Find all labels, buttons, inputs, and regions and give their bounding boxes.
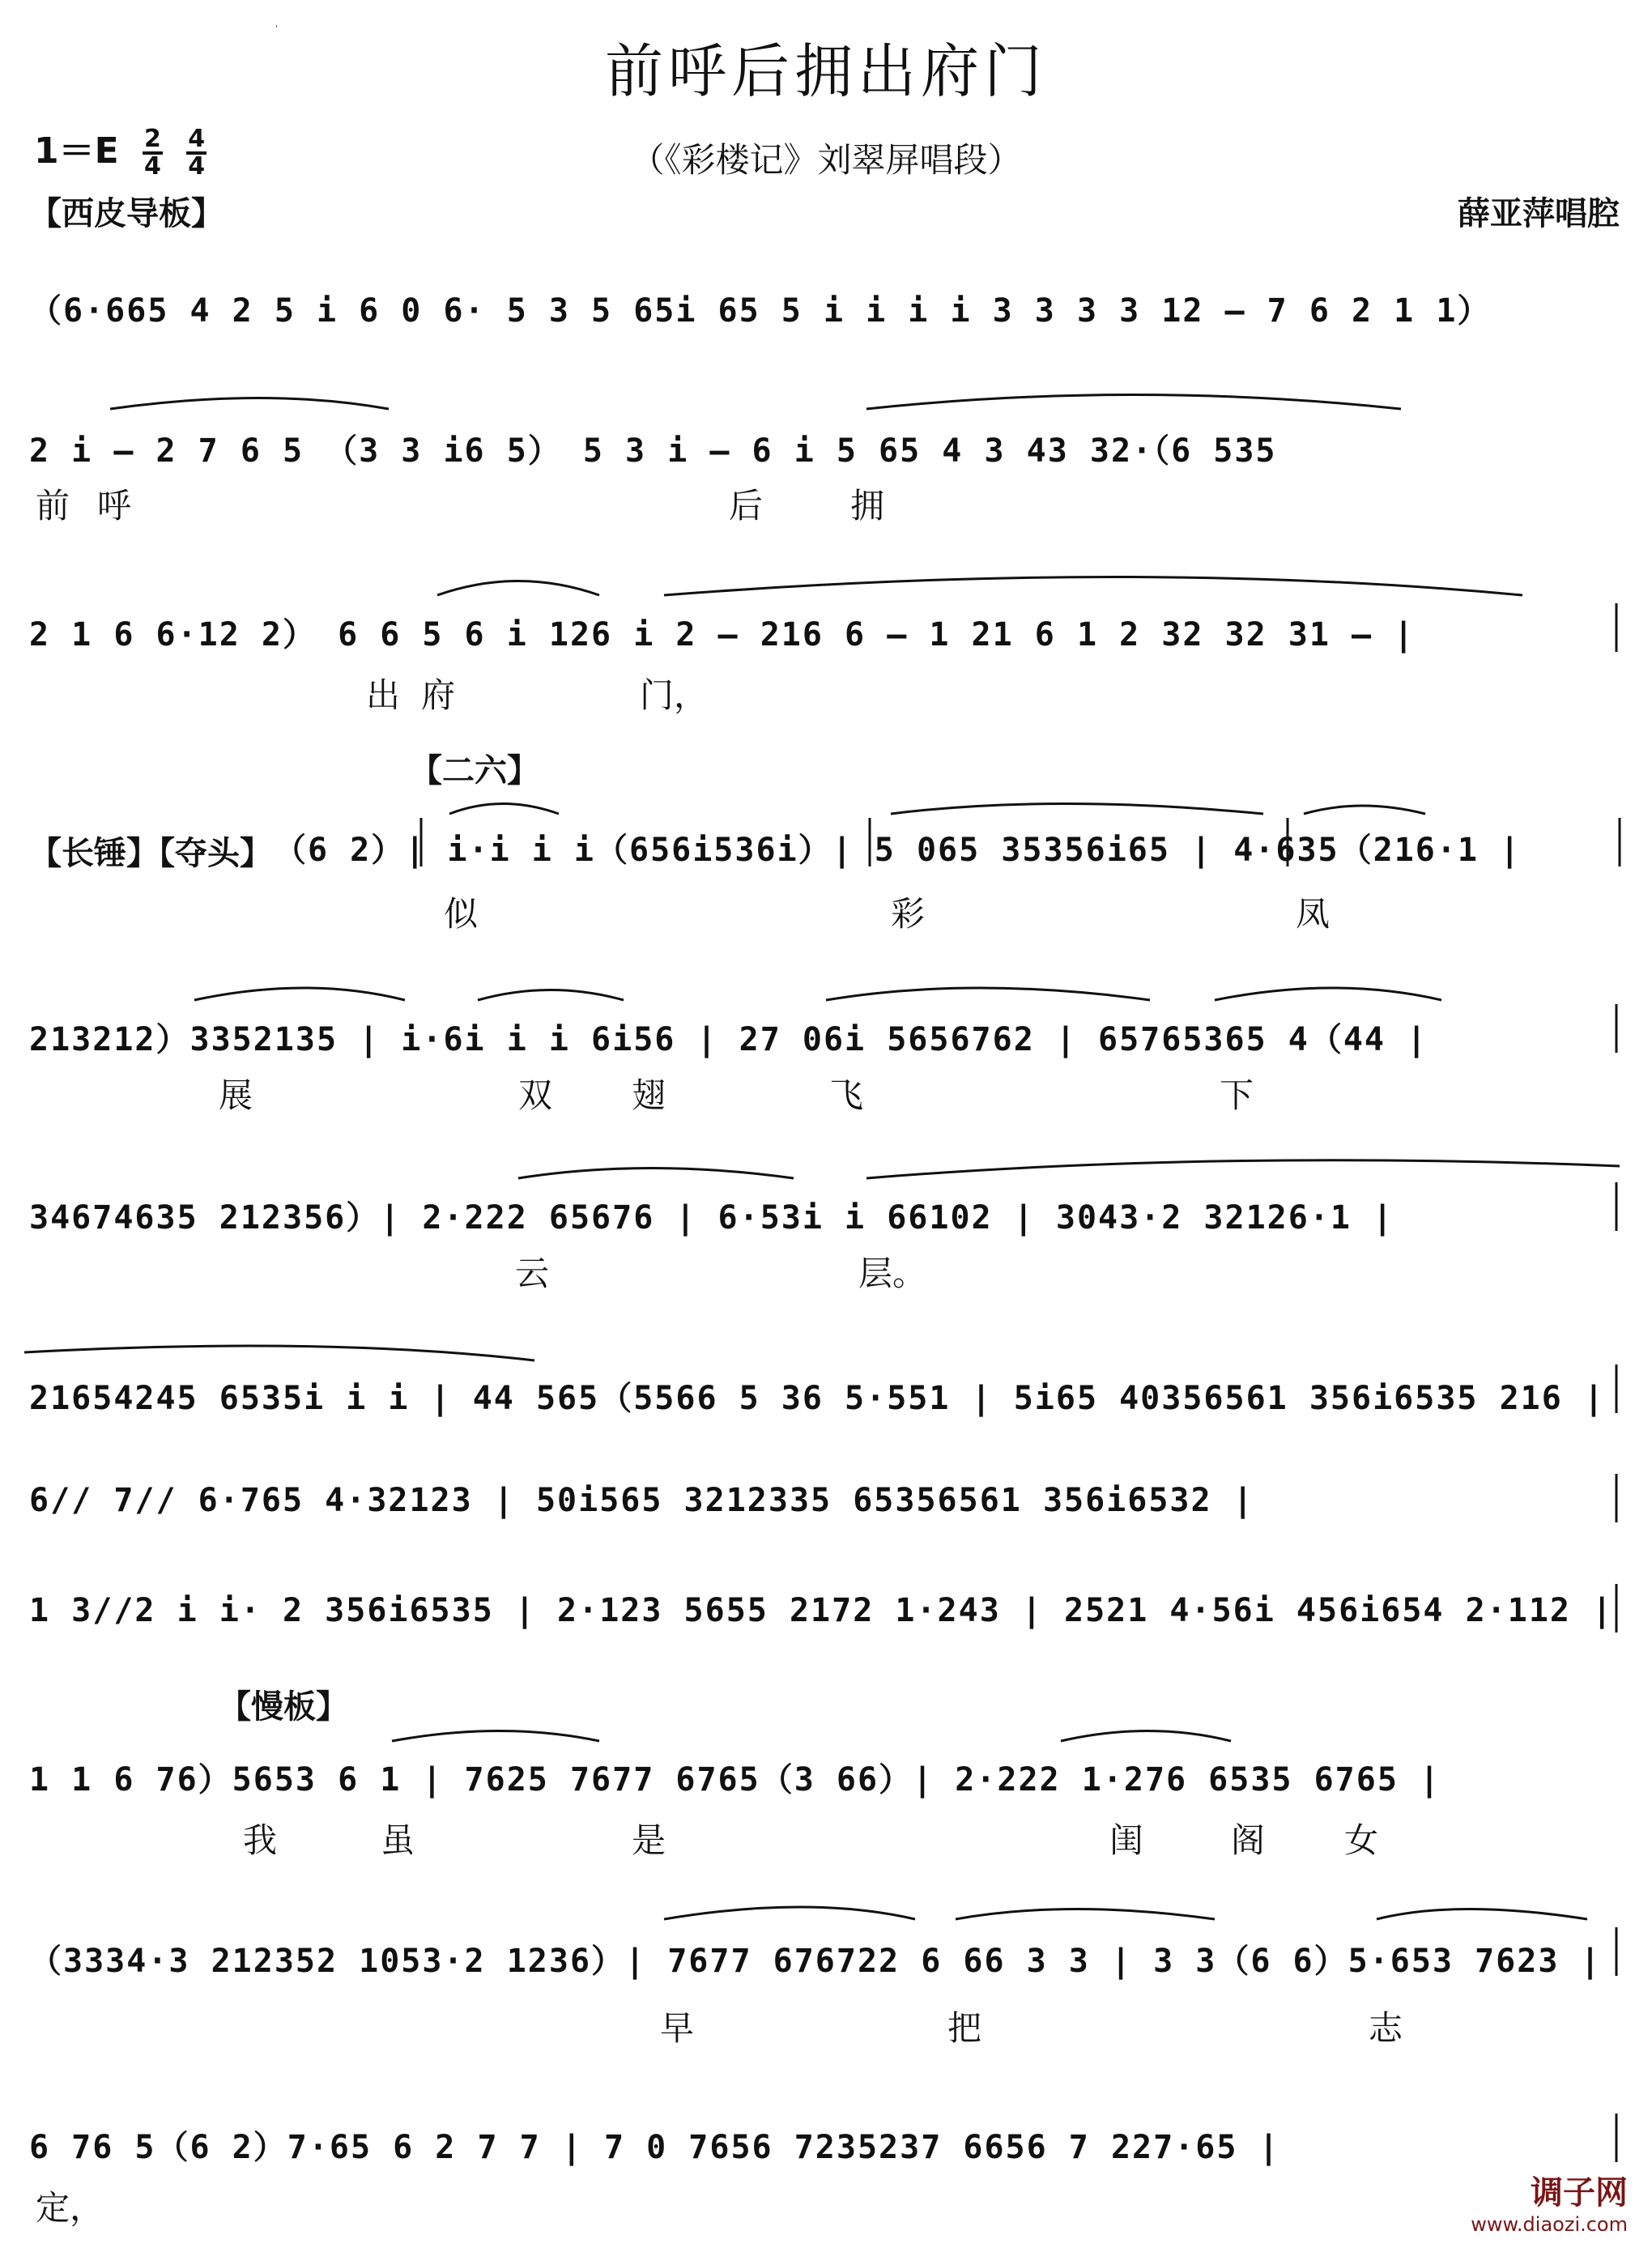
lyric: 我 [243,1820,278,1860]
corner-tick: ' [275,24,278,33]
lyric: 门， [640,675,709,715]
lyric: 女 [1344,1820,1379,1860]
meter-numerator: 4 [188,125,206,153]
lyric: 呼 [97,486,132,526]
lyric: 下 [1220,1075,1254,1115]
notation-line-6: 34674635 212356）| 2·222 65676 | 6·53i i 66102 | 3043·2 32126·1 | [29,1199,1394,1237]
lyric: 彩 [891,894,926,934]
notation-line-5: 213212）3352135 | i·6i i i 6i56 | 27 06i 5656762 | 65765365 4（44 | [29,1021,1428,1058]
notation-line-12: 6 76 5（6 2）7·65 6 2 7 7 | 7 0 7656 7235237 6656 7 227·65 | [29,2129,1280,2166]
score-title: 前呼后拥出府门 [604,37,1047,105]
lyric: 双 [518,1075,553,1115]
lyric: 出 [366,675,401,715]
watermark-url: www.diaozi.com [1471,2213,1628,2236]
notation-line-8: 6// 7// 6·765 4·32123 | 50i565 3212335 65356561 356i6532 | [29,1482,1254,1519]
lyric: 展 [219,1075,253,1115]
meter-denominator: 4 [144,152,161,181]
section-label: 【慢板】 [219,1688,348,1726]
lyric: 定， [36,2188,104,2228]
lyric: 层。 [858,1254,927,1293]
notation-line-3: 2 1 6 6·12 2） 6 6 5 6 i 126 i 2 – 216 6 – 1 21 6 1 2 32 32 31 – | [29,616,1416,653]
lyric: 闺 [1109,1820,1144,1860]
lyric: 虽 [381,1820,415,1860]
singer-credit: 薛亚萍唱腔 [1458,194,1620,232]
section-label: 【西皮导板】 [29,194,224,232]
lyric: 早 [660,2008,695,2048]
notation-line-1: （6·665 4 2 5 i 6 0 6· 5 3 5 65i 65 5 i i i i 3 3 3 3 12 – 7 6 2 1 1） [29,292,1492,330]
lyric: 后 [729,486,764,526]
notation-line-2: 2 i – 2 7 6 5 （3 3 i6 5） 5 3 i – 6 i 5 65 4 3 43 32·（6 535 [29,432,1277,470]
watermark-brand: 调子网 [1531,2173,1628,2212]
lyric: 拥 [850,486,885,526]
notation-line-4: （6 2）| i·i i i（656i536i）| 5 065 35356i65 | 4·635（216·1 | [274,832,1522,869]
lyric: 凤 [1296,894,1331,934]
lyric: 似 [444,894,479,934]
lyric: 把 [947,2008,982,2048]
lyric: 阁 [1231,1820,1266,1860]
section-label: 【二六】 [410,751,539,790]
notation-line-7: 21654245 6535i i i | 44 565（5566 5 36 5·551 | 5i65 40356561 356i6535 216 | [29,1380,1605,1417]
notation-line-10: 1 1 6 76）5653 6 1 | 7625 7677 6765（3 66）| 2·222 1·276 6535 6765 | [29,1761,1441,1799]
lyric: 前 [36,486,70,526]
meter-numerator: 2 [144,125,161,153]
meter-denominator: 4 [188,152,206,181]
key-label: 1＝E [34,130,119,172]
notation-line-9: 1 3//2 i i· 2 356i6535 | 2·123 5655 2172 1·243 | 2521 4·56i 456i654 2·112 | [29,1592,1614,1629]
lyric: 是 [632,1820,666,1860]
lyric: 云 [515,1254,550,1293]
score-subtitle: （《彩楼记》刘翠屏唱段） [630,140,1022,180]
lyric: 飞 [829,1075,864,1115]
notation-line-11: （3334·3 212352 1053·2 1236）| 7677 676722 6 66 3 3 | 3 3（6 6）5·653 7623 | [29,1943,1602,1980]
lyric: 府 [421,675,456,715]
lyric: 翅 [632,1075,666,1115]
section-label: 【长锤】【夺头】 [29,834,272,872]
lyric: 志 [1369,2008,1403,2048]
site-watermark [1471,2167,1628,2236]
